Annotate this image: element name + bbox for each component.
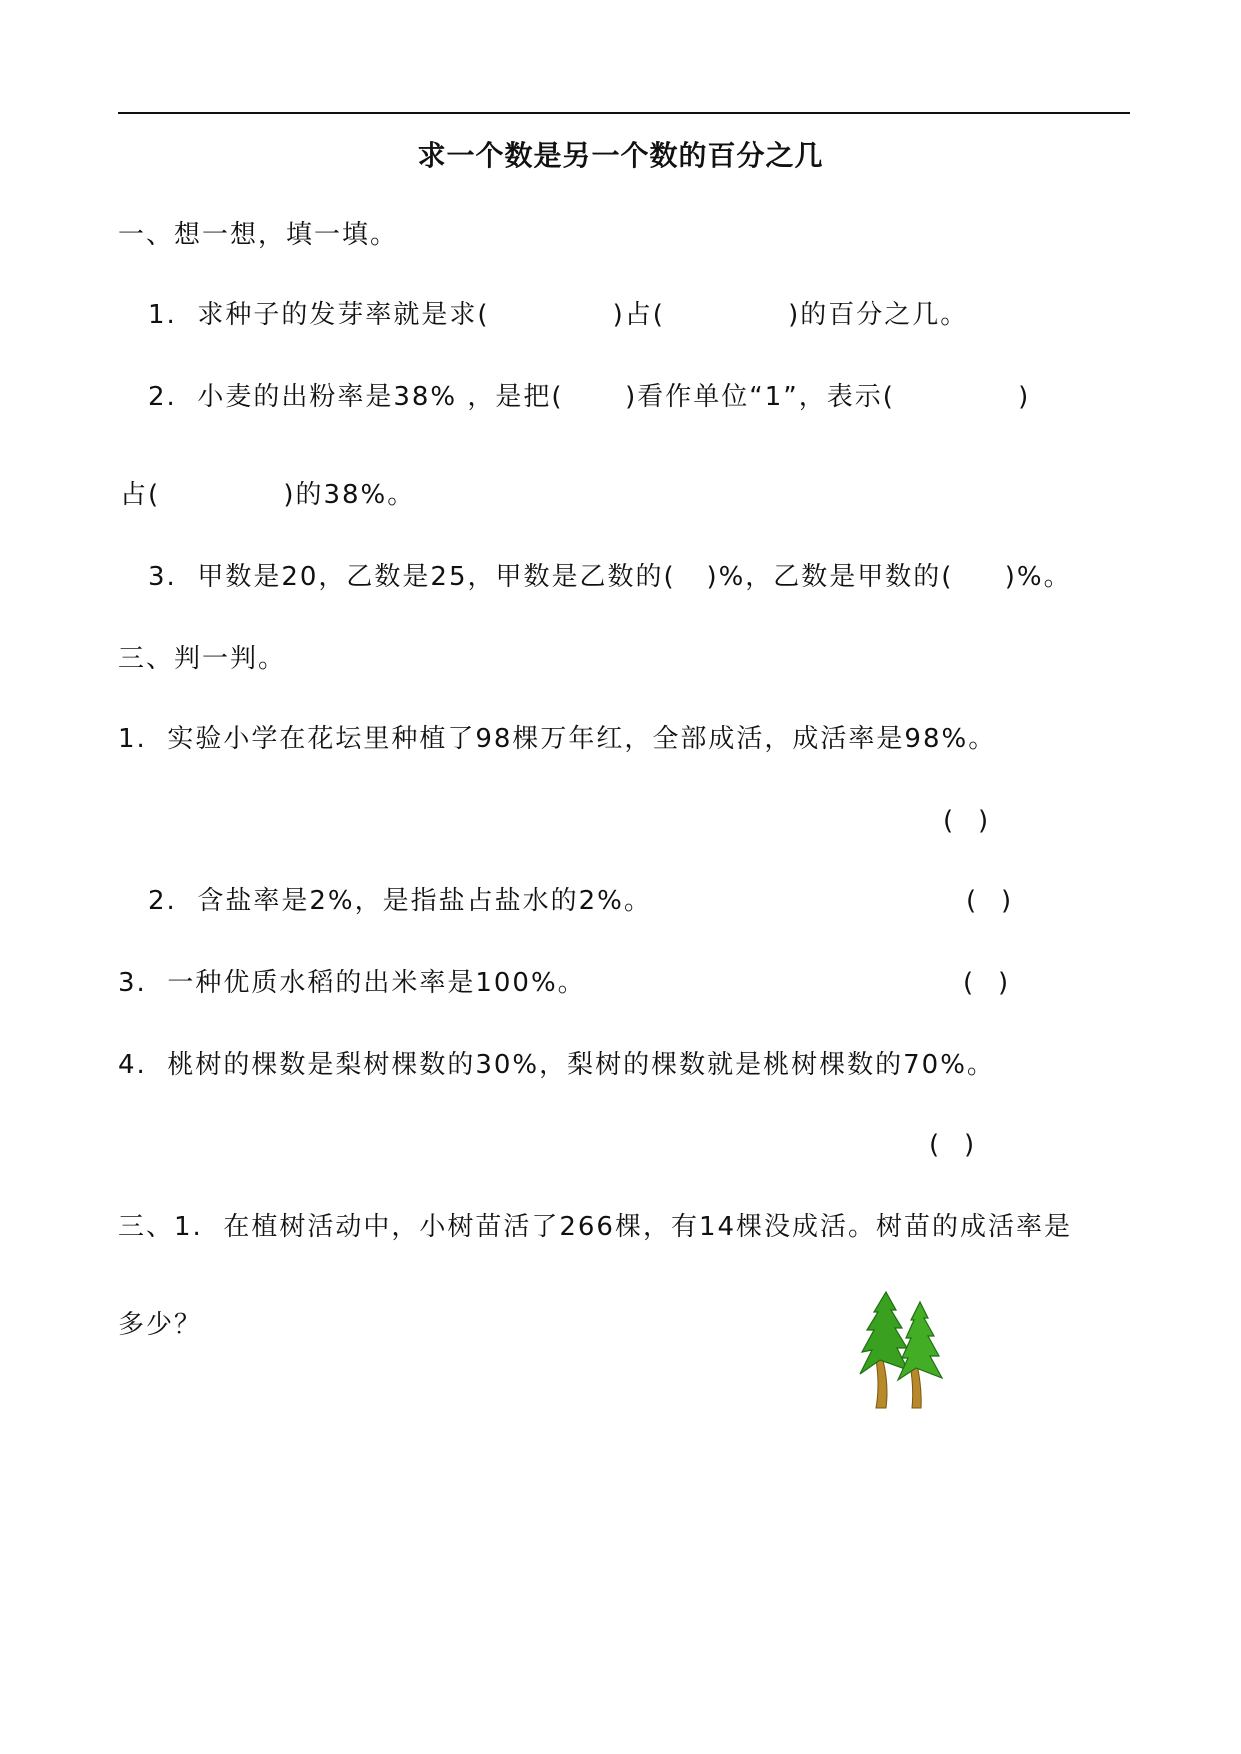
section-1-heading: 一、想一想，填一填。: [118, 220, 399, 250]
fill-question-1: 1. 求种子的发芽率就是求( )占( )的百分之几。: [148, 300, 969, 330]
section-2-heading: 三、判一判。: [118, 644, 287, 674]
fill-question-2-line-1: 2. 小麦的出粉率是38% ，是把( )看作单位“1”，表示( ): [148, 382, 1031, 412]
judge-question-1: 1. 实验小学在花坛里种植了98棵万年红，全部成活，成活率是98%。: [118, 724, 997, 754]
trees-illustration: [850, 1290, 950, 1410]
judge-question-3-answer: ( ): [963, 968, 1009, 998]
left-tree-trunk: [876, 1360, 887, 1408]
judge-question-2: 2. 含盐率是2%，是指盐占盐水的2%。: [148, 886, 652, 916]
left-tree-foliage: [860, 1292, 908, 1374]
fill-question-2-line-2: 占( )的38%。: [120, 480, 416, 510]
right-tree-foliage: [898, 1302, 942, 1380]
judge-question-4-answer: ( ): [929, 1130, 975, 1160]
fill-question-3: 3. 甲数是20，乙数是25，甲数是乙数的( )%，乙数是甲数的( )%。: [148, 562, 1072, 592]
header-rule: [118, 112, 1130, 114]
judge-question-3: 3. 一种优质水稻的出米率是100%。: [118, 968, 586, 998]
judge-question-1-answer: ( ): [943, 806, 989, 836]
word-problem-line-2: 多少？: [118, 1310, 203, 1340]
word-problem-line-1: 三、1. 在植树活动中，小树苗活了266棵，有14棵没成活。树苗的成活率是: [118, 1212, 1073, 1242]
page-title: 求一个数是另一个数的百分之几: [417, 139, 824, 172]
judge-question-2-answer: ( ): [966, 886, 1012, 916]
judge-question-4: 4. 桃树的棵数是梨树棵数的30%，梨树的棵数就是桃树棵数的70%。: [118, 1050, 995, 1080]
